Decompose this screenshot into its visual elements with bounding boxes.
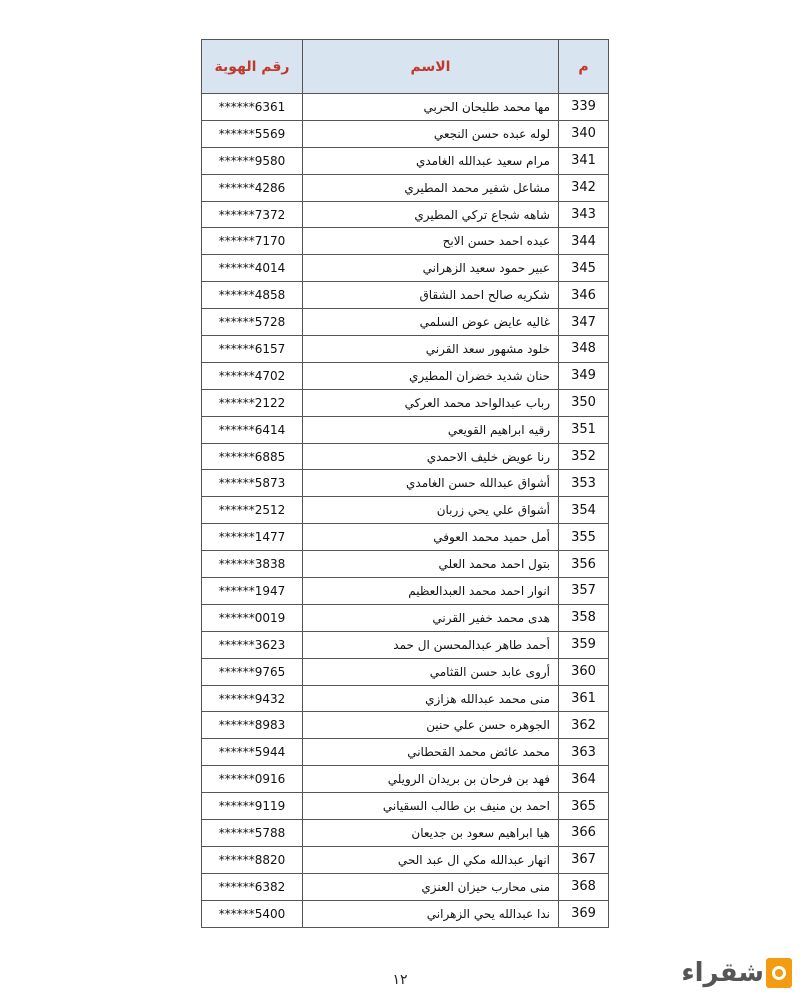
row-name: عبير حمود سعيد الزهراني — [302, 255, 558, 281]
row-name: انهار عبدالله مكي ال عبد الحي — [302, 847, 558, 873]
table-row — [202, 255, 608, 282]
row-id-number: ******4286 — [218, 180, 286, 195]
row-number: 341 — [558, 148, 608, 174]
row-name: بتول احمد محمد العلي — [302, 551, 558, 577]
row-name: أروى عابد حسن القثامي — [302, 659, 558, 685]
row-number: 368 — [558, 874, 608, 900]
row-number: 360 — [558, 659, 608, 685]
row-id-number: ******5788 — [218, 825, 286, 840]
table-row — [202, 847, 608, 874]
row-number: 354 — [558, 497, 608, 523]
row-name: أشواق علي يحي زربان — [302, 497, 558, 523]
table-row — [202, 578, 608, 605]
row-id-number: ******2122 — [218, 395, 286, 410]
row-name: منى محمد عبدالله هزازي — [302, 686, 558, 712]
row-name: مشاعل شفير محمد المطيري — [302, 175, 558, 201]
row-id-number: ******3623 — [218, 637, 286, 652]
row-number: 359 — [558, 632, 608, 658]
table-row — [202, 417, 608, 444]
row-name: شاهه شجاع تركي المطيري — [302, 202, 558, 228]
table-row — [202, 309, 608, 336]
table-row — [202, 282, 608, 309]
row-id-number: ******1477 — [218, 530, 286, 545]
table-row — [202, 793, 608, 820]
row-number: 365 — [558, 793, 608, 819]
row-name: غاليه عايض عوض السلمي — [302, 309, 558, 335]
row-name: ندا عبدالله يحي الزهراني — [302, 901, 558, 927]
table-row — [202, 363, 608, 390]
table-row — [202, 148, 608, 175]
table-row — [202, 632, 608, 659]
row-id-number: ******9119 — [218, 799, 286, 814]
row-number: 363 — [558, 739, 608, 765]
row-number: 342 — [558, 175, 608, 201]
row-number: 340 — [558, 121, 608, 147]
row-name: مرام سعيد عبدالله الغامدي — [302, 148, 558, 174]
row-name: احمد بن منيف بن طالب السقياني — [302, 793, 558, 819]
row-number: 362 — [558, 712, 608, 738]
row-id-number: ******4014 — [218, 261, 286, 276]
site-logo — [681, 954, 792, 992]
header-name: الاسم — [302, 40, 558, 93]
header-number: م — [558, 40, 608, 93]
table-row — [202, 336, 608, 363]
table-row — [202, 390, 608, 417]
table-body — [202, 94, 608, 928]
row-id-number: ******5569 — [218, 126, 286, 141]
row-id-number: ******6157 — [218, 341, 286, 356]
row-number: 348 — [558, 336, 608, 362]
row-name: أحمد طاهر عبدالمحسن ال حمد — [302, 632, 558, 658]
row-number: 356 — [558, 551, 608, 577]
row-name: أمل حميد محمد العوفي — [302, 524, 558, 550]
row-name: خلود مشهور سعد القرني — [302, 336, 558, 362]
row-name: هدى محمد خفير القرني — [302, 605, 558, 631]
row-name: رنا عويض خليف الاحمدي — [302, 444, 558, 470]
table-row — [202, 874, 608, 901]
row-id-number: ******1947 — [218, 583, 286, 598]
row-number: 355 — [558, 524, 608, 550]
row-name: منى محارب حيزان العنزي — [302, 874, 558, 900]
row-id-number: ******8983 — [218, 718, 286, 733]
table-row — [202, 175, 608, 202]
row-id-number: ******9432 — [218, 691, 286, 706]
row-name: فهد بن فرحان بن بريدان الرويلي — [302, 766, 558, 792]
row-number: 343 — [558, 202, 608, 228]
shaqra-logo-icon — [766, 958, 792, 988]
table-row — [202, 605, 608, 632]
row-name: حنان شديد خضران المطيري — [302, 363, 558, 389]
row-id-number: ******9580 — [218, 153, 286, 168]
row-number: 369 — [558, 901, 608, 927]
row-number: 345 — [558, 255, 608, 281]
row-id-number: ******4858 — [218, 288, 286, 303]
logo-text: شقراء — [681, 958, 764, 988]
row-id-number: ******5944 — [218, 745, 286, 760]
row-name: انوار احمد محمد العبدالعظيم — [302, 578, 558, 604]
row-number: 349 — [558, 363, 608, 389]
row-number: 346 — [558, 282, 608, 308]
row-id-number: ******0019 — [218, 610, 286, 625]
table-header-row — [202, 40, 608, 94]
row-name: هيا ابراهيم سعود بن جديعان — [302, 820, 558, 846]
row-name: مها محمد طليحان الحربي — [302, 94, 558, 120]
table-row — [202, 524, 608, 551]
row-number: 344 — [558, 228, 608, 254]
table-row — [202, 202, 608, 229]
row-name: رباب عبدالواحد محمد العركي — [302, 390, 558, 416]
row-id-number: ******7372 — [218, 207, 286, 222]
row-number: 364 — [558, 766, 608, 792]
row-name: لوله عبده حسن النجعي — [302, 121, 558, 147]
table-row — [202, 901, 608, 928]
row-id-number: ******6414 — [218, 422, 286, 437]
table-row — [202, 820, 608, 847]
table-row — [202, 766, 608, 793]
row-number: 358 — [558, 605, 608, 631]
row-id-number: ******8820 — [218, 852, 286, 867]
row-name: عبده احمد حسن الابح — [302, 228, 558, 254]
table-row — [202, 444, 608, 471]
table-row — [202, 551, 608, 578]
row-number: 361 — [558, 686, 608, 712]
row-id-number: ******3838 — [218, 557, 286, 572]
table-row — [202, 659, 608, 686]
row-number: 351 — [558, 417, 608, 443]
row-number: 347 — [558, 309, 608, 335]
table-row — [202, 228, 608, 255]
row-name: محمد عائض محمد القحطاني — [302, 739, 558, 765]
row-number: 357 — [558, 578, 608, 604]
row-id-number: ******0916 — [218, 772, 286, 787]
row-id-number: ******6885 — [218, 449, 286, 464]
table-row — [202, 497, 608, 524]
table-row — [202, 470, 608, 497]
page-number: ١٢ — [392, 972, 408, 988]
table-row — [202, 686, 608, 713]
row-id-number: ******5728 — [218, 315, 286, 330]
row-id-number: ******6382 — [218, 879, 286, 894]
header-id-number: رقم الهوية — [214, 58, 290, 75]
row-number: 366 — [558, 820, 608, 846]
row-id-number: ******7170 — [218, 234, 286, 249]
table-row — [202, 121, 608, 148]
row-number: 352 — [558, 444, 608, 470]
row-name: شكريه صالح احمد الشقاق — [302, 282, 558, 308]
row-id-number: ******5873 — [218, 476, 286, 491]
table-row — [202, 94, 608, 121]
row-name: أشواق عبدالله حسن الغامدي — [302, 470, 558, 496]
table-row — [202, 739, 608, 766]
row-id-number: ******5400 — [218, 906, 286, 921]
row-id-number: ******2512 — [218, 503, 286, 518]
row-number: 339 — [558, 94, 608, 120]
row-number: 367 — [558, 847, 608, 873]
row-id-number: ******9765 — [218, 664, 286, 679]
row-number: 350 — [558, 390, 608, 416]
row-id-number: ******4702 — [218, 368, 286, 383]
row-name: الجوهره حسن علي حنين — [302, 712, 558, 738]
names-table — [201, 39, 609, 928]
row-number: 353 — [558, 470, 608, 496]
row-name: رقيه ابراهيم القويعي — [302, 417, 558, 443]
table-row — [202, 712, 608, 739]
row-id-number: ******6361 — [218, 99, 286, 114]
